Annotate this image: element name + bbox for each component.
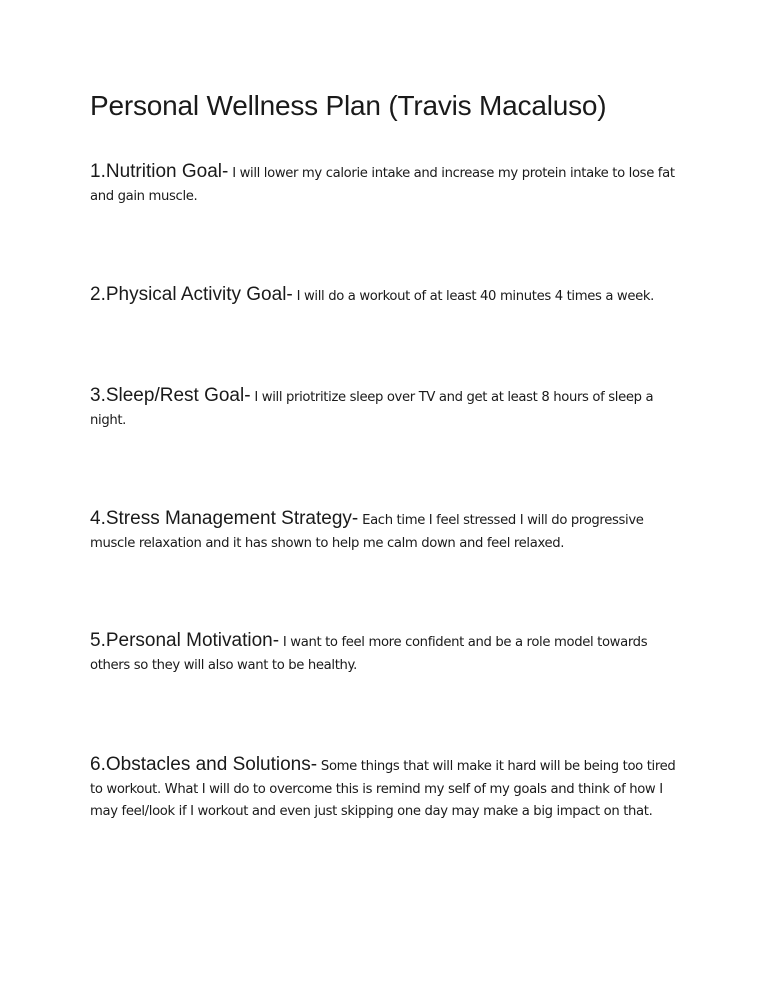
- physical-activity-goal-heading: 2.Physical Activity Goal-: [90, 284, 293, 305]
- personal-motivation-paragraph: [90, 630, 680, 677]
- sleep-rest-goal-heading: 3.Sleep/Rest Goal-: [90, 385, 251, 406]
- obstacles-solutions-text: Some things that will make it hard will be being too tired to workout. What I will do to overcome this is remind my self of my goals and think of how I may feel/look if I workout and even just skipping one day may make a big impact on that.: [90, 759, 676, 819]
- sleep-rest-goal-text: I will priotritize sleep over TV and get at least 8 hours of sleep a night.: [90, 390, 654, 428]
- personal-motivation-heading: 5.Personal Motivation-: [90, 630, 280, 651]
- nutrition-goal-text: I will lower my calorie intake and increase my protein intake to lose fat and gain muscle.: [90, 166, 675, 204]
- nutrition-goal-paragraph: [90, 161, 680, 208]
- nutrition-goal-heading: 1.Nutrition Goal-: [90, 161, 229, 182]
- stress-management-heading: 4.Stress Management Strategy-: [90, 508, 359, 529]
- stress-management-text: Each time I feel stressed I will do progressive muscle relaxation and it has shown to help me calm down and feel relaxed.: [90, 513, 644, 551]
- obstacles-solutions-heading: 6.Obstacles and Solutions-: [90, 754, 318, 775]
- personal-motivation-text: I want to feel more confident and be a role model towards others so they will also want to be healthy.: [90, 635, 648, 673]
- physical-activity-goal-paragraph: [90, 284, 680, 309]
- stress-management-paragraph: [90, 508, 680, 555]
- physical-activity-goal-text: I will do a workout of at least 40 minutes 4 times a week.: [296, 289, 655, 304]
- document-title: Personal Wellness Plan (Travis Macaluso): [90, 90, 607, 121]
- sleep-rest-goal-paragraph: [90, 385, 680, 432]
- obstacles-solutions-paragraph: [90, 754, 680, 824]
